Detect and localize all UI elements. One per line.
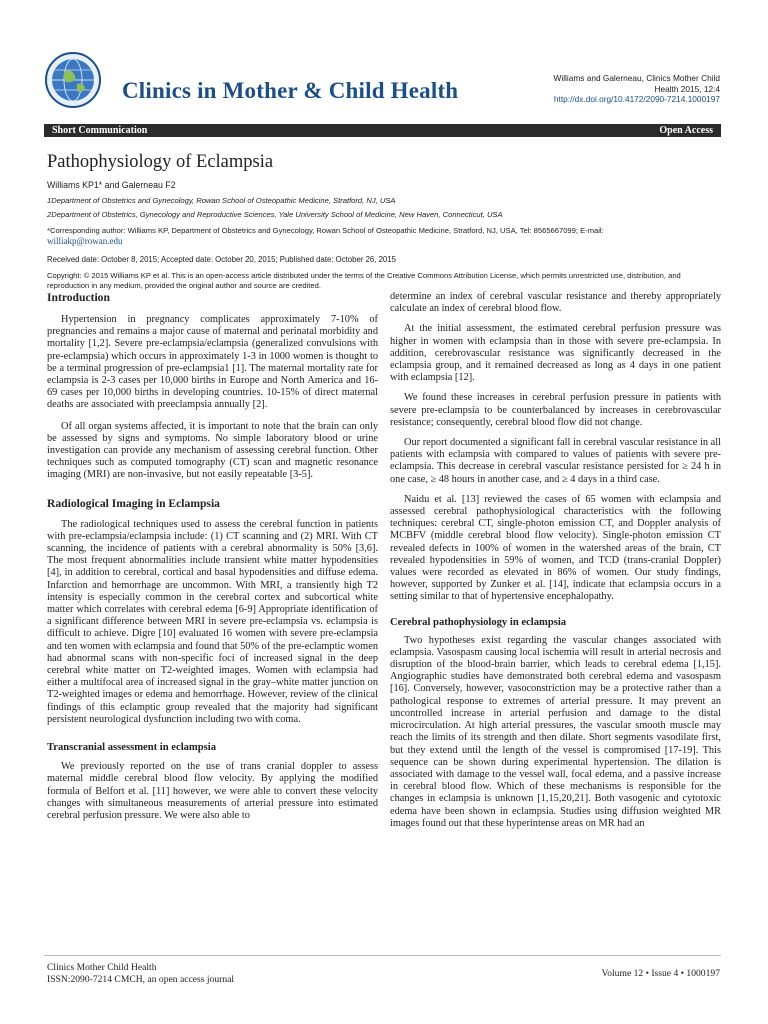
paragraph: Two hypotheses exist regarding the vascular changes associated with eclampsia. Vasospasm causing local ischemia will result in arterial necrosis and disruption of the blood-brain barrier, which leads to cerebral edema [1,15]. Angiographic studies have demonstrated both cerebral edema and vasospasm [16]. Conversely, however, vasoconstriction may be a protective rather than a pathological response to extremes of arterial pressure. It may prevent an uncontrolled increase in arterial perfusion and damage to the distal microcirculation. At high arterial pressures, the vascular smooth muscle may reach the limits of its strength and then dilate. Short segments vasodilate first, but they extend until the length of the vessel is compromised [17-19]. This sequence can be shown during experimental hypertension. The dilation is associated with damage to the vessel wall, focal edema, and a passive increase in cerebral blood flow. Which of these mechanisms is responsible for the changes in eclampsia is unknown [1,15,20,21]. Both vasogenic and cytotoxic edema have been shown in eclampsia. Studies using diffusion weighted MR images found out that these hyperintense areas on MR had an xyxy=(390,634,721,829)
corresponding-author-text: *Corresponding author: Williams KP, Department of Obstetrics and Gynecology, Rowan School of Osteopathic Medicine, Stratford, NJ, USA, Tel: 8565667099; E-mail: xyxy=(47,226,604,235)
doi-link[interactable]: http://dx.doi.org/10.4172/2090-7214.1000197 xyxy=(553,94,720,104)
article-type-bar xyxy=(44,124,721,137)
paragraph: At the initial assessment, the estimated cerebral perfusion pressure was higher in women with eclampsia than in those with severe pre-eclampsia. In addition, cerebrovascular resistance was significantly decreased in the eclampsia group, and it remained decreased as long as 4 days in one patient with eclampsia [12]. xyxy=(390,323,721,384)
author-list: Williams KP1* and Galerneau F2 xyxy=(47,180,176,190)
article-title: Pathophysiology of Eclampsia xyxy=(47,152,274,172)
paragraph: Our report documented a significant fall in cerebral vascular resistance in all patients with eclampsia with compared to values of patients with severe pre-eclampsia. This decrease in cerebral vascular resistance persisted for ≥ 24 h in one case, ≥ 48 hours in another case, and ≥ 4 days in a third case. xyxy=(390,437,721,485)
footer-journal-info xyxy=(47,962,234,985)
section-heading: Radiological Imaging in Eclampsia xyxy=(47,496,220,510)
footer-volume-info: Volume 12 • Issue 4 • 1000197 xyxy=(601,968,720,979)
left-column xyxy=(47,291,378,822)
journal-logo xyxy=(44,50,102,110)
paragraph: determine an index of cerebral vascular resistance and thereby appropriately calculate an index of cerebral blood flow. xyxy=(390,291,721,315)
subsection-heading: Cerebral pathophysiology in eclampsia xyxy=(390,616,567,628)
paragraph: We found these increases in cerebral perfusion pressure in patients with severe pre-eclampsia to be counterbalanced by increases in cerebrovascular resistance; consequently, cerebral blood flow did not change. xyxy=(390,392,721,428)
paragraph: Hypertension in pregnancy complicates approximately 7-10% of pregnancies and remains a major cause of maternal and perinatal morbidity and mortality [1,2]. Severe pre-eclampsia/eclampsia (generalized convulsions with pre-eclampsia) which occurs in approximately 1-3 in 1000 women is thought to be a terminal progression of pre-eclampsia1 [1]. The maternal mortality rate for eclampsia is 2-3 cases per 10,000 births in Europe and North America and 16-69 cases per 10,000 births in developing countries. 10-15% of direct maternal deaths are associated with preeclampsia annually [2]. xyxy=(47,314,378,411)
corresponding-author xyxy=(47,225,722,247)
paragraph: We previously reported on the use of trans cranial doppler to assess maternal middle cerebral blood flow velocity. By applying the modified formula of Belfort et al. [11] however, we were able to convert these velocity changes with simultaneous measurements of arterial pressure into estimated cerebral perfusion pressure. We were also able to xyxy=(47,761,378,821)
globe-emblem-icon xyxy=(44,50,102,110)
article-dates: Received date: October 8, 2015; Accepted date: October 20, 2015; Published date: October 26, 2015 xyxy=(47,255,396,264)
email-link[interactable]: williakp@rowan.edu xyxy=(47,236,123,246)
paragraph: Naidu et al. [13] reviewed the cases of 65 women with eclampsia and assessed cerebral pathophysiological characteristics with the following techniques: cerebral CT, single-photon emission CT, and Doppler analysis of MCBFV (middle cerebral blood flow velocity). Single-photon emission CT revealed defects in 100% of women in the watershed areas of the brain, CT revealed hypodensities in 59% of women, and TCD (trans-cranial Doppler) values were recorded as elevated in 86% of women. Our study findings, however, supported by Zunker et al. [14], indicate that eclampsia occurs in a setting similar to that of hypertensive encephalopathy. xyxy=(390,493,721,603)
footer-divider xyxy=(44,955,721,956)
citation-line: Williams and Galerneau, Clinics Mother Child xyxy=(553,73,720,83)
footer-journal-name: Clinics Mother Child Health xyxy=(47,962,157,973)
paragraph: The radiological techniques used to assess the cerebral function in patients with pre-eclampsia/eclampsia include: (1) CT scanning and (2) MRI. With CT scanning, the incidence of patients with a cerebral abnormality is 50% [3,6]. The most frequent abnormalities include transient white matter hypodensities [4], in addition to cerebral, cortical and basal hypodensities and diffuse edema. Infarction and hemorrhage are uncommon. With MRI, a transiently high T2 intensity is especially common in the cerebral cortex and subcortical white matter which correlates with cerebral edema [6-9] Appropriate identification of a significant difference between MRI in severe pre-eclampsia vs. eclampsia is difficult to achieve. Digre [10] evaluated 16 women with severe pre-eclampsia and ten women with eclampsia and found that 50% of the pre-eclamptic women had abnormal scans with non-specific foci of increased signal in the deep cerebral white matter on T2-weighted images. Women with eclampsia had either a multifocal area of increased signal in the gray–white matter junction on T2-weighted images or edema and hemorrhage. However, review of the clinical findings of this eclamptic group revealed that the majority had significant persistent neurological dysfunction including two with coma. xyxy=(47,518,378,725)
citation-line: Health 2015, 12:4 xyxy=(654,83,720,94)
section-heading: Introduction xyxy=(47,291,110,304)
open-access-label: Open Access xyxy=(659,125,713,136)
affiliation-2: 2Department of Obstetrics, Gynecology and Reproductive Sciences, Yale University School of Medicine, New Haven, Connecticut, USA xyxy=(47,210,503,219)
subsection-heading: Transcranial assessment in eclampsia xyxy=(47,742,217,754)
article-type-label: Short Communication xyxy=(52,125,148,136)
right-column xyxy=(390,291,721,830)
affiliation-1: 1Department of Obstetrics and Gynecology, Rowan School of Osteopathic Medicine, Stratford, NJ, USA xyxy=(47,196,396,205)
copyright-notice: Copyright: © 2015 Williams KP et al. This is an open-access article distributed under the terms of the Creative Commons Attribution License, which permits unrestricted use, distribution, and reproduction in any medium, provided the original author and source are credited. xyxy=(47,271,681,290)
citation-block xyxy=(510,73,720,105)
footer-issn: ISSN:2090-7214 CMCH, an open access journal xyxy=(47,973,235,985)
journal-title: Clinics in Mother & Child Health xyxy=(122,78,459,103)
paragraph: Of all organ systems affected, it is important to note that the brain can only be assessed by signs and symptoms. No simple laboratory blood or urine investigation can provide any mechanism of assessing cerebral function. Other techniques such as computed tomography (CT) scan and magnetic resonance imaging (MRI) are non-invasive, but not easily repeatable [3-5]. xyxy=(47,420,378,481)
